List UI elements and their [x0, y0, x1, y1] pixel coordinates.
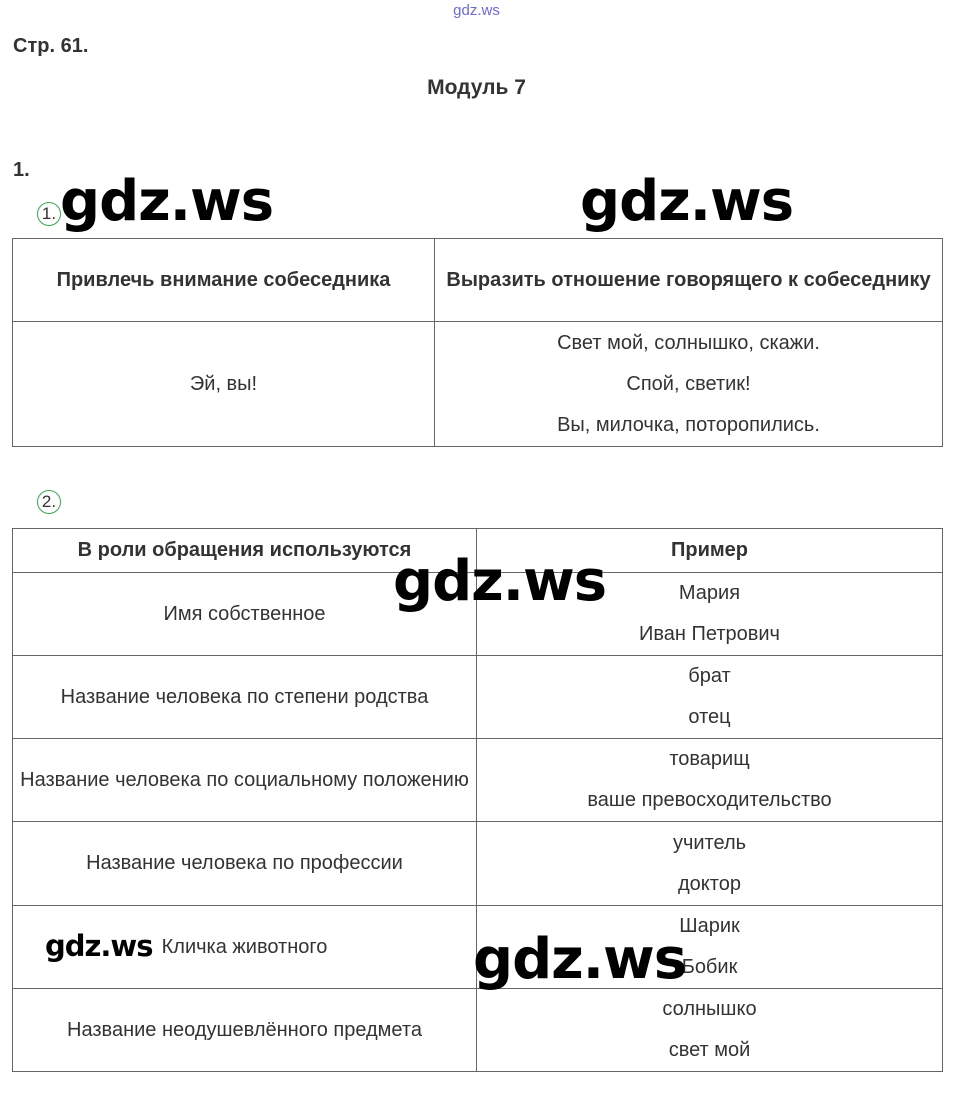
example-item: отец — [688, 706, 731, 728]
table1-row — [13, 322, 943, 447]
table1-example: Вы, милочка, поторопились. — [557, 413, 820, 436]
examples-cell — [477, 656, 943, 739]
category-cell: Имя собственное — [13, 573, 477, 656]
table1-header-left: Привлечь внимание собеседника — [13, 239, 435, 322]
example-item: солнышко — [662, 998, 757, 1020]
watermark: gdz.ws — [45, 929, 153, 963]
watermark-top: gdz.ws — [453, 2, 500, 19]
task-number: 1. — [13, 159, 30, 181]
watermark: gdz.ws — [393, 549, 607, 614]
page-number: Стр. 61. — [13, 35, 89, 57]
table1-header-row — [13, 239, 943, 322]
example-item: ваше превосходительство — [587, 789, 832, 811]
category-cell: Название человека по профессии — [13, 822, 477, 906]
example-item: товарищ — [669, 748, 750, 770]
module-title: Модуль 7 — [427, 76, 526, 99]
category-cell: Название неодушевлённого предмета — [13, 989, 477, 1072]
table2-marker: 2. — [37, 490, 61, 514]
watermark: gdz.ws — [580, 169, 794, 234]
watermark: gdz.ws — [60, 169, 274, 234]
example-item: Шарик — [679, 915, 740, 937]
category-cell: Название человека по социальному положению — [13, 739, 477, 822]
table1-example: Спой, светик! — [626, 372, 751, 395]
table1-marker: 1. — [37, 202, 61, 226]
examples-cell — [477, 989, 943, 1072]
example-item: Иван Петрович — [639, 623, 780, 645]
category-cell: Название человека по степени родства — [13, 656, 477, 739]
table1-example: Свет мой, солнышко, скажи. — [557, 331, 820, 354]
examples-cell — [477, 822, 943, 906]
table1-cell-left: Эй, вы! — [13, 322, 435, 447]
table1-header-right: Выразить отношение говорящего к собеседнику — [435, 239, 943, 322]
example-item: Мария — [678, 582, 741, 604]
example-item: доктор — [678, 872, 741, 895]
example-item: учитель — [672, 831, 747, 854]
watermark: gdz.ws — [473, 927, 687, 992]
examples-cell — [477, 739, 943, 822]
table-row — [13, 739, 943, 822]
example-item: Бобик — [681, 956, 738, 978]
table2-header-left: В роли обращения используются — [13, 529, 477, 573]
example-item: брат — [688, 665, 731, 687]
table2-header-right: Пример — [477, 529, 943, 573]
example-item: свет мой — [668, 1039, 751, 1061]
table-1 — [12, 238, 943, 447]
category-cell: Кличка животного — [13, 906, 477, 989]
table-row — [13, 989, 943, 1072]
table-row — [13, 656, 943, 739]
table1-cell-right — [435, 322, 943, 447]
table-row — [13, 822, 943, 906]
